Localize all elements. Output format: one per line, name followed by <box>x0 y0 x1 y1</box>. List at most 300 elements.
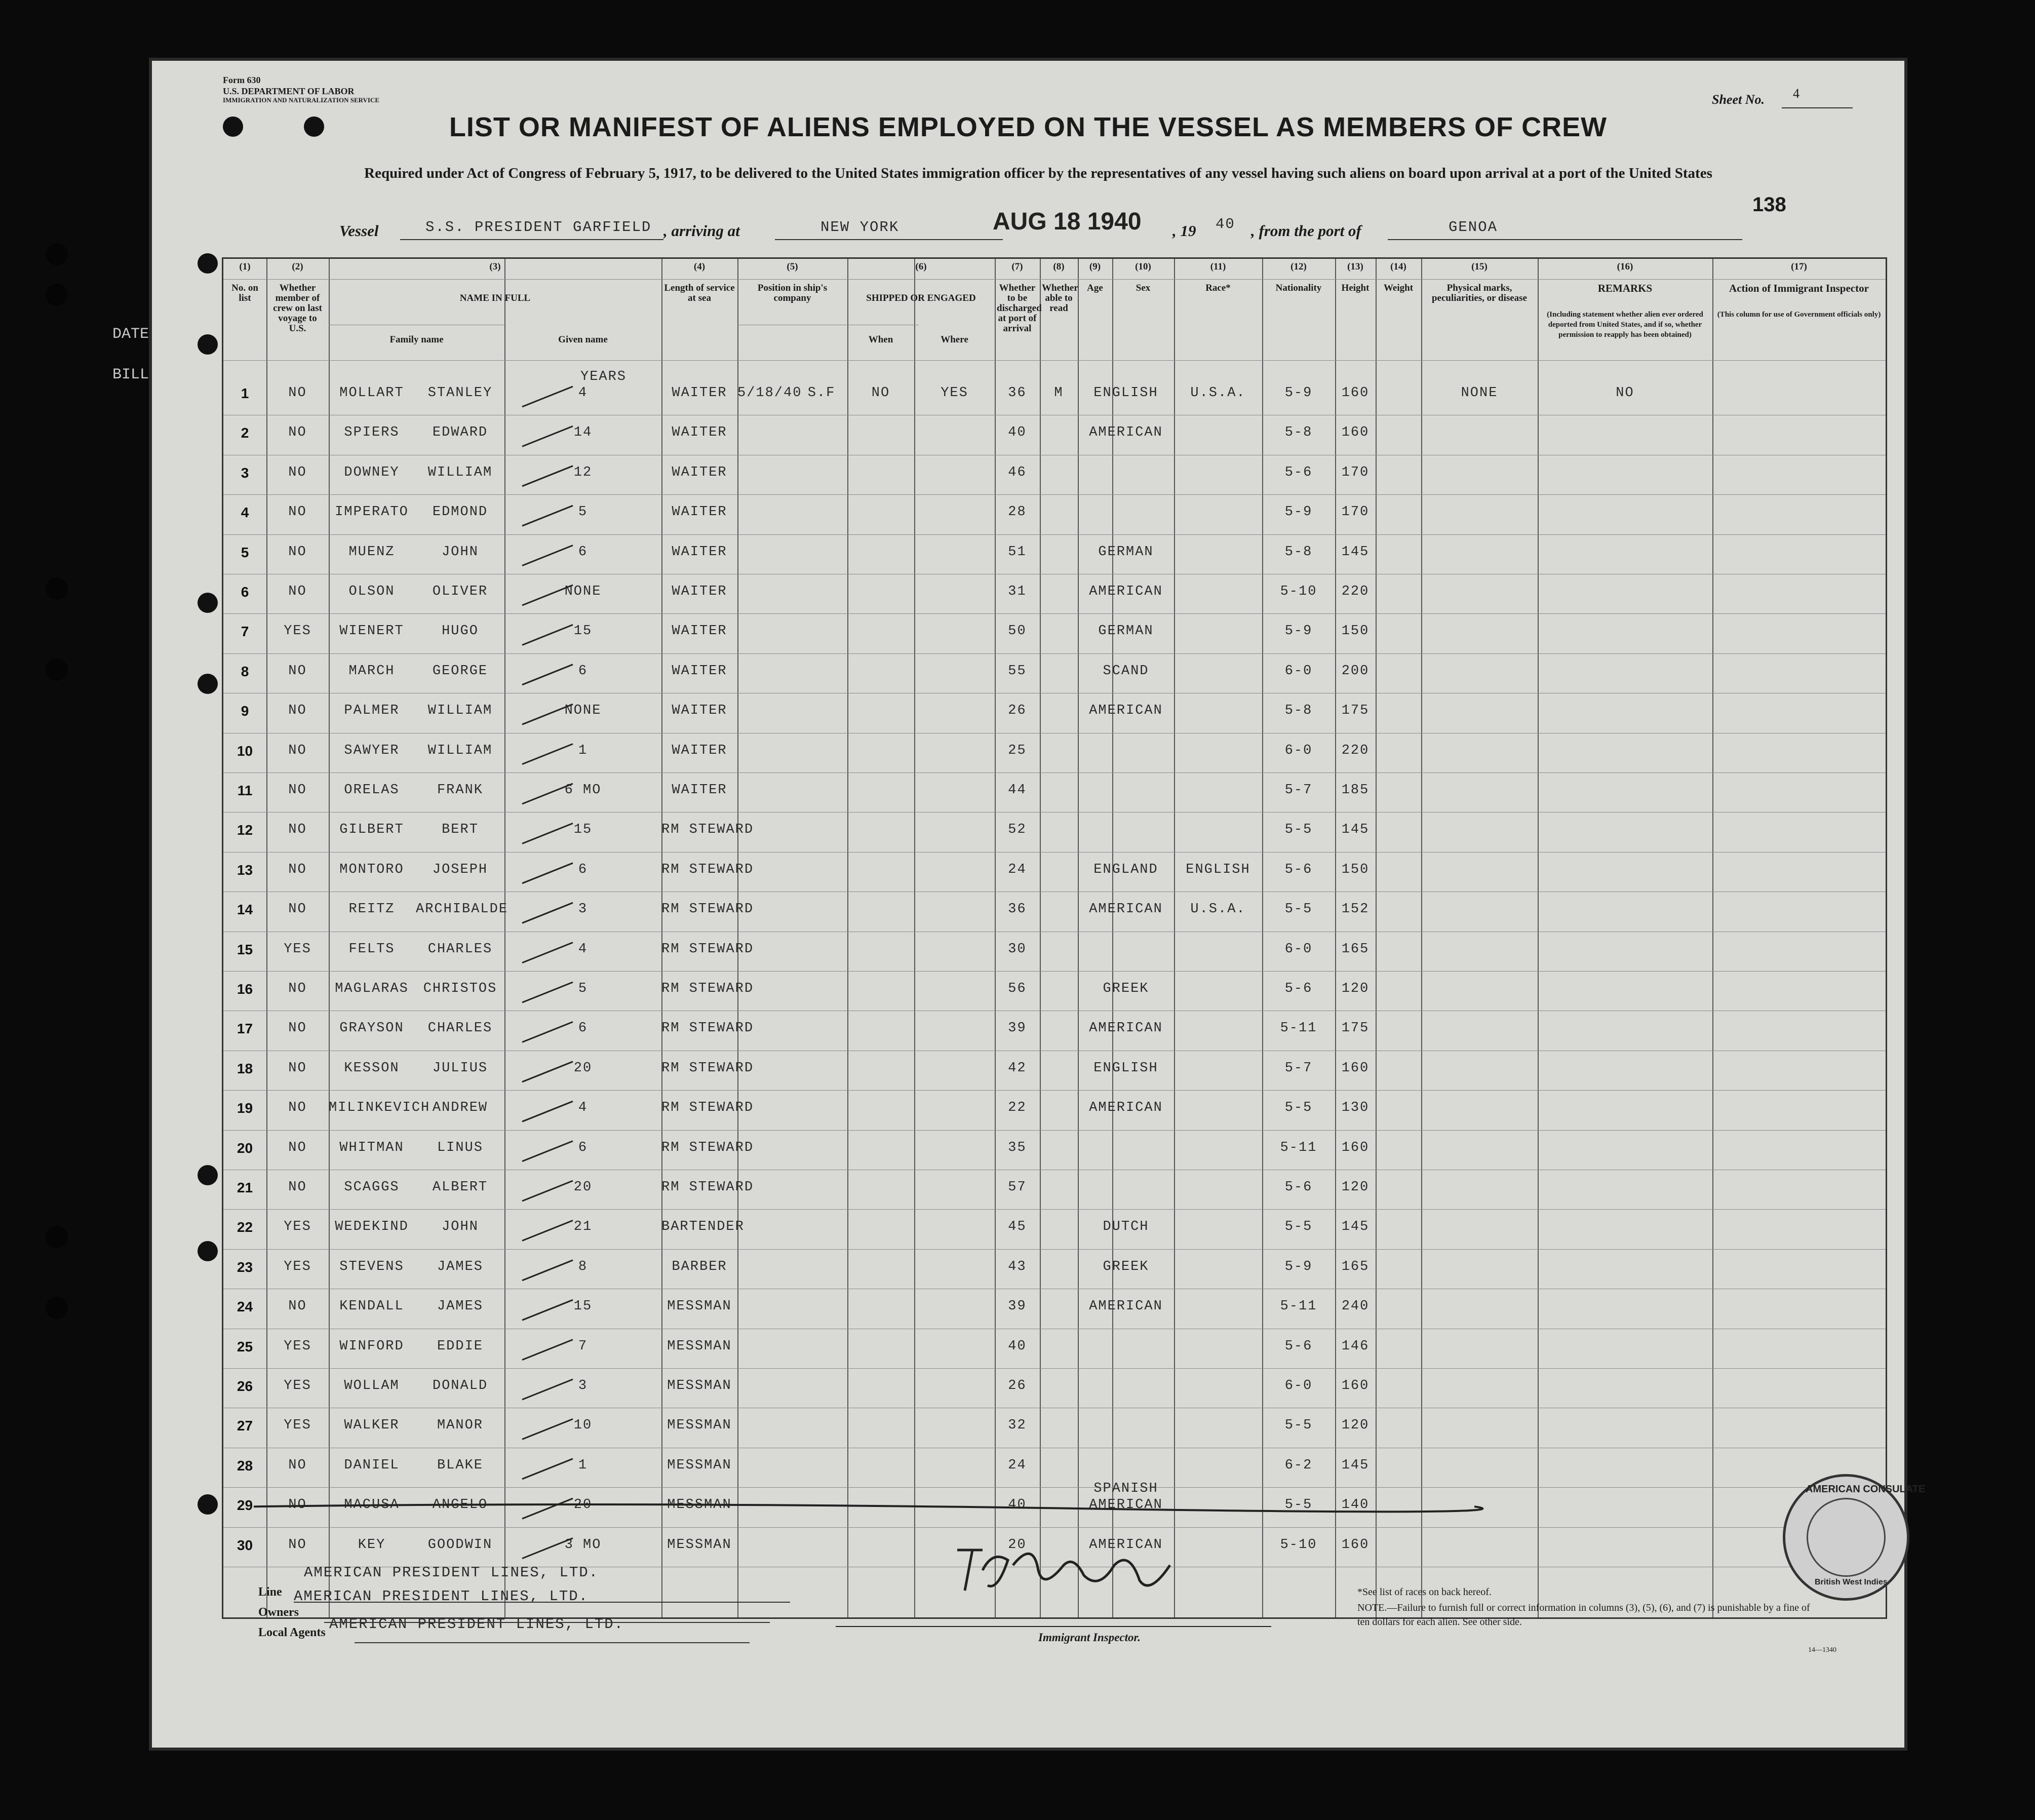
column-number: (13) <box>1347 261 1363 272</box>
age: 22 <box>1008 1100 1027 1116</box>
column-header: Whether to be discharged at port of arrival <box>997 283 1042 334</box>
stamp-inner-ring <box>1807 1498 1886 1577</box>
position: RM STEWARD <box>661 1180 754 1195</box>
pen-tick <box>522 466 573 486</box>
family-name: MACUSA <box>344 1497 400 1513</box>
weight: 120 <box>1341 981 1369 996</box>
position: MESSMAN <box>667 1418 732 1434</box>
column-subheader: Where <box>941 334 968 345</box>
given-name: ANGELO <box>432 1497 488 1513</box>
age: 40 <box>1008 1497 1027 1513</box>
age: 40 <box>1008 1338 1027 1354</box>
service-length: 6 <box>578 1140 588 1155</box>
column-note: (This column for use of Government officials only) <box>1717 311 1881 319</box>
position: RM STEWARD <box>661 1100 754 1116</box>
column-number: (14) <box>1390 261 1406 272</box>
row-number: 2 <box>241 425 249 441</box>
arriving-port: NEW YORK <box>820 219 899 236</box>
service-length: 10 <box>573 1418 593 1434</box>
last-voyage: NO <box>288 1060 307 1076</box>
given-name: LINUS <box>437 1140 483 1155</box>
weight: 160 <box>1341 1140 1369 1155</box>
service-length: 6 <box>578 663 588 679</box>
arriving-underline <box>775 239 1003 240</box>
weight: 145 <box>1341 544 1369 560</box>
column-header: Weight <box>1383 283 1414 293</box>
column-header: Age <box>1087 283 1103 293</box>
weight: 150 <box>1341 862 1369 877</box>
binding-hole <box>198 1241 218 1261</box>
weight: 120 <box>1341 1418 1369 1434</box>
last-voyage: NO <box>288 1140 307 1155</box>
position: WAITER <box>672 385 727 401</box>
row-number: 6 <box>241 584 249 600</box>
age: 52 <box>1008 822 1027 838</box>
vessel-underline <box>400 239 663 240</box>
height: 5-6 <box>1284 464 1313 480</box>
column-header: Whether member of crew on last voyage to U.S. <box>273 283 322 334</box>
position: RM STEWARD <box>661 1140 754 1155</box>
age: 39 <box>1008 1021 1027 1036</box>
last-voyage: YES <box>284 624 311 639</box>
last-voyage: NO <box>288 862 307 877</box>
punch-hole <box>46 284 68 306</box>
position: WAITER <box>672 544 727 560</box>
age: 26 <box>1008 1378 1027 1393</box>
family-name: MONTORO <box>339 862 404 877</box>
family-name: MAGLARAS <box>335 981 409 996</box>
punch-hole <box>46 659 68 681</box>
pen-tick <box>522 506 573 526</box>
race: AMERICAN <box>1089 1100 1163 1116</box>
service-length: NONE <box>564 703 602 719</box>
last-voyage: NO <box>288 1180 307 1195</box>
pen-tick <box>522 982 573 1002</box>
given-name: EDDIE <box>437 1338 483 1354</box>
weight: 145 <box>1341 1457 1369 1473</box>
family-name: DANIEL <box>344 1457 400 1473</box>
service-length: 6 <box>578 862 588 877</box>
last-voyage: NO <box>288 1100 307 1116</box>
race: ENGLISH <box>1093 1060 1158 1076</box>
given-name: EDWARD <box>432 425 488 441</box>
page-subtitle: Required under Act of Congress of February 5, 1917, to be delivered to the United States immigration officer by the representatives of any vessel having such aliens on board upon arrival at a port of the United States <box>364 165 1712 181</box>
service-length: 15 <box>573 822 593 838</box>
pen-tick <box>522 903 573 923</box>
column-number: (12) <box>1290 261 1307 272</box>
race: AMERICAN <box>1089 1497 1163 1513</box>
page-title: LIST OR MANIFEST OF ALIENS EMPLOYED ON THE VESSEL AS MEMBERS OF CREW <box>449 112 1608 142</box>
given-name: CHARLES <box>427 941 493 957</box>
age: 55 <box>1008 663 1027 679</box>
owners-underline <box>324 1622 770 1623</box>
column-header: Position in ship's company <box>757 283 828 303</box>
last-voyage: YES <box>284 1219 311 1235</box>
row-number: 1 <box>241 385 249 401</box>
height: 5-9 <box>1284 624 1313 639</box>
race: AMERICAN <box>1089 1299 1163 1314</box>
height: 6-2 <box>1284 1457 1313 1473</box>
family-name: WOLLAM <box>344 1378 400 1393</box>
height: 5-7 <box>1284 783 1313 798</box>
height: 5-11 <box>1280 1299 1317 1314</box>
column-number: (17) <box>1791 261 1807 272</box>
weight: 145 <box>1341 1219 1369 1235</box>
height: 5-10 <box>1280 1537 1317 1553</box>
pen-tick <box>522 1022 573 1042</box>
vessel-label: Vessel <box>339 222 379 240</box>
race: SCAND <box>1103 663 1149 679</box>
service-length: 1 <box>578 743 588 758</box>
given-name: BERT <box>442 822 479 838</box>
row-number: 11 <box>237 783 253 798</box>
age: 26 <box>1008 703 1027 719</box>
height: 5-6 <box>1284 1338 1313 1354</box>
position: MESSMAN <box>667 1338 732 1354</box>
discharged: NO <box>871 385 890 401</box>
height: 5-8 <box>1284 703 1313 719</box>
pen-tick <box>522 1062 573 1082</box>
sheet-underline <box>1782 107 1853 108</box>
age: 24 <box>1008 1457 1027 1473</box>
age: 28 <box>1008 505 1027 520</box>
last-voyage: NO <box>288 1021 307 1036</box>
height: 5-11 <box>1280 1140 1317 1155</box>
given-name: MANOR <box>437 1418 483 1434</box>
last-voyage: NO <box>288 505 307 520</box>
service-length: 6 MO <box>564 783 602 798</box>
height: 6-0 <box>1284 941 1313 957</box>
pen-tick <box>522 386 573 407</box>
age: 50 <box>1008 624 1027 639</box>
family-name: REITZ <box>348 902 395 917</box>
age: 30 <box>1008 941 1027 957</box>
binding-hole <box>198 1165 218 1185</box>
column-subheader: When <box>868 334 893 345</box>
sheet-label: Sheet No. <box>1712 92 1765 107</box>
age: 44 <box>1008 783 1027 798</box>
margin-date: DATE <box>112 326 149 343</box>
row-number: 19 <box>237 1100 253 1116</box>
pen-tick <box>522 1101 573 1121</box>
given-name: GEORGE <box>432 663 488 679</box>
column-subheader: Given name <box>558 334 608 345</box>
age: 46 <box>1008 464 1027 480</box>
position: WAITER <box>672 624 727 639</box>
height: 5-9 <box>1284 1259 1313 1274</box>
port-label: , from the port of <box>1251 222 1361 240</box>
column-header: SHIPPED OR ENGAGED <box>866 293 976 303</box>
column-note: (Including statement whether alien ever ordered deported from United States, and if so, whether permission to reapply has been obtained) <box>1547 311 1703 339</box>
position: MESSMAN <box>667 1378 732 1393</box>
pen-tick <box>522 625 573 645</box>
weight: 160 <box>1341 1537 1369 1553</box>
service-length: 4 <box>578 941 588 957</box>
age: 39 <box>1008 1299 1027 1314</box>
form-department: U.S. DEPARTMENT OF LABOR <box>223 86 355 96</box>
last-voyage: NO <box>288 663 307 679</box>
last-voyage: NO <box>288 544 307 560</box>
given-name: STANLEY <box>427 385 493 401</box>
weight: 152 <box>1341 902 1369 917</box>
last-voyage: NO <box>288 822 307 838</box>
row-number: 23 <box>237 1259 253 1275</box>
row-number: 13 <box>237 862 253 878</box>
family-name: GILBERT <box>339 822 404 838</box>
race: GREEK <box>1103 1259 1149 1274</box>
age: 45 <box>1008 1219 1027 1235</box>
inspector-label: Immigrant Inspector. <box>1038 1631 1141 1644</box>
age: 51 <box>1008 544 1027 560</box>
family-name: WEDEKIND <box>335 1219 409 1235</box>
age: 35 <box>1008 1140 1027 1155</box>
nationality: ENGLISH <box>1186 862 1250 877</box>
column-header: No. on list <box>231 283 258 303</box>
weight: 220 <box>1341 743 1369 758</box>
family-name: DOWNEY <box>344 464 400 480</box>
position: MESSMAN <box>667 1537 732 1553</box>
position: RM STEWARD <box>661 822 754 838</box>
position: MESSMAN <box>667 1299 732 1314</box>
pen-tick <box>522 784 573 804</box>
column-number: (11) <box>1210 261 1226 272</box>
race: GERMAN <box>1098 624 1154 639</box>
inspector-signature <box>937 1520 1221 1621</box>
pen-tick <box>522 1141 573 1161</box>
row-number: 7 <box>241 624 249 640</box>
line-underline <box>294 1602 790 1603</box>
row-number: 22 <box>237 1219 253 1235</box>
given-name: WILLIAM <box>427 703 493 719</box>
pen-tick <box>522 1181 573 1201</box>
binding-hole <box>198 334 218 355</box>
physical-marks: NONE <box>1461 385 1498 401</box>
family-name: KENDALL <box>339 1299 404 1314</box>
row-number: 26 <box>237 1378 253 1394</box>
margin-bill: BILL <box>112 366 149 383</box>
line-name: AMERICAN PRESIDENT LINES, LTD. <box>304 1564 599 1581</box>
column-number: (10) <box>1135 261 1151 272</box>
last-voyage: YES <box>284 1338 311 1354</box>
weight: 165 <box>1341 1259 1369 1274</box>
weight: 140 <box>1341 1497 1369 1513</box>
pen-tick <box>522 546 573 566</box>
nationality: U.S.A. <box>1190 902 1246 917</box>
service-length: 5 <box>578 505 588 520</box>
row-number: 8 <box>241 663 249 679</box>
port-underline <box>1388 239 1742 240</box>
weight: 120 <box>1341 1180 1369 1195</box>
last-voyage: YES <box>284 1418 311 1434</box>
form-service: IMMIGRATION AND NATURALIZATION SERVICE <box>223 96 380 104</box>
punch-hole <box>46 1226 68 1248</box>
family-name: FELTS <box>348 941 395 957</box>
family-name: SAWYER <box>344 743 400 758</box>
weight: 175 <box>1341 703 1369 719</box>
family-name: WHITMAN <box>339 1140 404 1155</box>
family-name: ORELAS <box>344 783 400 798</box>
agents-label: Local Agents <box>258 1626 326 1639</box>
margin-text <box>112 314 149 395</box>
vessel-name: S.S. PRESIDENT GARFIELD <box>425 219 652 236</box>
family-name: PALMER <box>344 703 400 719</box>
age: 36 <box>1008 385 1027 401</box>
pen-marks <box>223 259 1886 1617</box>
weight: 185 <box>1341 783 1369 798</box>
service-length: 6 <box>578 544 588 560</box>
binding-hole <box>198 1494 218 1515</box>
year-prefix: , 19 <box>1172 222 1196 240</box>
height: 6-0 <box>1284 663 1313 679</box>
position: WAITER <box>672 743 727 758</box>
page-number: 138 <box>1752 193 1786 216</box>
remarks: NO <box>1616 385 1634 401</box>
service-length: 14 <box>573 425 593 441</box>
service-length: 15 <box>573 1299 593 1314</box>
column-header: Race* <box>1205 283 1231 293</box>
family-name: WINFORD <box>339 1338 404 1354</box>
column-header: Length of service at sea <box>664 283 735 303</box>
family-name: WIENERT <box>339 624 404 639</box>
height: 5-5 <box>1284 1219 1313 1235</box>
last-voyage: NO <box>288 425 307 441</box>
position: BARBER <box>672 1259 727 1274</box>
sex: M <box>1054 385 1064 401</box>
family-name: IMPERATO <box>335 505 409 520</box>
family-name: SPIERS <box>344 425 400 441</box>
service-length: 20 <box>573 1497 593 1513</box>
height: 5-6 <box>1284 981 1313 996</box>
family-name: GRAYSON <box>339 1021 404 1036</box>
family-name: OLSON <box>348 584 395 599</box>
position: WAITER <box>672 425 727 441</box>
column-header: Sex <box>1136 283 1151 293</box>
last-voyage: NO <box>288 464 307 480</box>
service-length: 12 <box>573 464 593 480</box>
pen-tick <box>522 1498 573 1519</box>
height: 5-5 <box>1284 1418 1313 1434</box>
year: 40 <box>1216 216 1235 233</box>
service-length: 3 MO <box>564 1537 602 1553</box>
column-header: Height <box>1341 283 1369 293</box>
last-voyage: NO <box>288 783 307 798</box>
row-number: 29 <box>237 1497 253 1514</box>
age: 24 <box>1008 862 1027 877</box>
strike-line <box>254 1504 1482 1512</box>
date-stamp: AUG 18 1940 <box>993 208 1142 235</box>
position: WAITER <box>672 584 727 599</box>
race: AMERICAN <box>1089 1537 1163 1553</box>
height: 6-0 <box>1284 1378 1313 1393</box>
shipped-where: S.F <box>807 385 836 401</box>
height: 5-10 <box>1280 584 1317 599</box>
pen-tick <box>522 426 573 446</box>
given-name: EDMOND <box>432 505 488 520</box>
height: 5-5 <box>1284 1497 1313 1513</box>
given-name: WILLIAM <box>427 743 493 758</box>
last-voyage: NO <box>288 385 307 401</box>
family-name: MUENZ <box>348 544 395 560</box>
consulate-stamp <box>1783 1474 1926 1601</box>
height: 5-5 <box>1284 902 1313 917</box>
service-length: NONE <box>564 584 602 599</box>
height: 5-11 <box>1280 1021 1317 1036</box>
weight: 170 <box>1341 464 1369 480</box>
able-to-read: YES <box>941 385 968 401</box>
owners-label: Owners <box>258 1606 299 1619</box>
service-length: 4 <box>578 1100 588 1116</box>
service-length: 8 <box>578 1259 588 1274</box>
footer-note: NOTE.—Failure to furnish full or correct information in columns (3), (5), (6), and (7) is punishable by a fine of ten dollars for each alien. See other side. <box>1357 1602 1810 1628</box>
form-number: Form 630 <box>223 75 261 85</box>
row-number: 15 <box>237 941 253 957</box>
shipped-when: 5/18/40 <box>737 385 802 401</box>
position: RM STEWARD <box>661 981 754 996</box>
race: GERMAN <box>1098 544 1154 560</box>
form-code: 14—1340 <box>1808 1646 1836 1654</box>
weight: 130 <box>1341 1100 1369 1116</box>
weight: 170 <box>1341 505 1369 520</box>
last-voyage: NO <box>288 584 307 599</box>
row-number: 16 <box>237 981 253 997</box>
punch-hole <box>46 243 68 265</box>
weight: 150 <box>1341 624 1369 639</box>
arriving-label: , arriving at <box>663 222 740 240</box>
given-name: CHARLES <box>427 1021 493 1036</box>
service-unit: YEARS <box>580 369 627 384</box>
weight: 160 <box>1341 385 1369 401</box>
position: WAITER <box>672 505 727 520</box>
agents-underline <box>355 1642 750 1643</box>
service-length: 6 <box>578 1021 588 1036</box>
pen-tick <box>522 665 573 685</box>
pen-tick <box>522 1340 573 1360</box>
given-name: HUGO <box>442 624 479 639</box>
given-name: FRANK <box>437 783 483 798</box>
binding-hole <box>198 593 218 613</box>
row-number: 28 <box>237 1457 253 1474</box>
given-name: JOSEPH <box>432 862 488 877</box>
line-label: Line <box>258 1585 282 1599</box>
column-number: (3) <box>489 261 501 272</box>
position: WAITER <box>672 783 727 798</box>
weight: 145 <box>1341 822 1369 838</box>
height: 5-5 <box>1284 822 1313 838</box>
given-name: DONALD <box>432 1378 488 1393</box>
last-voyage: NO <box>288 1299 307 1314</box>
departure-port: GENOA <box>1449 219 1498 236</box>
position: MESSMAN <box>667 1457 732 1473</box>
column-number: (6) <box>915 261 927 272</box>
position: BARTENDER <box>661 1219 745 1235</box>
age: 36 <box>1008 902 1027 917</box>
service-length: 3 <box>578 1378 588 1393</box>
column-number: (2) <box>292 261 303 272</box>
last-voyage: NO <box>288 981 307 996</box>
column-subheader: Family name <box>389 334 444 345</box>
age: 42 <box>1008 1060 1027 1076</box>
binding-hole <box>198 253 218 274</box>
height: 6-0 <box>1284 743 1313 758</box>
pen-tick <box>522 1538 573 1559</box>
age: 57 <box>1008 1180 1027 1195</box>
column-header: Action of Immigrant Inspector <box>1729 282 1869 294</box>
pen-tick <box>522 1459 573 1479</box>
column-header: REMARKS <box>1597 282 1653 294</box>
row-number: 5 <box>241 544 249 560</box>
weight: 240 <box>1341 1299 1369 1314</box>
age: 40 <box>1008 425 1027 441</box>
